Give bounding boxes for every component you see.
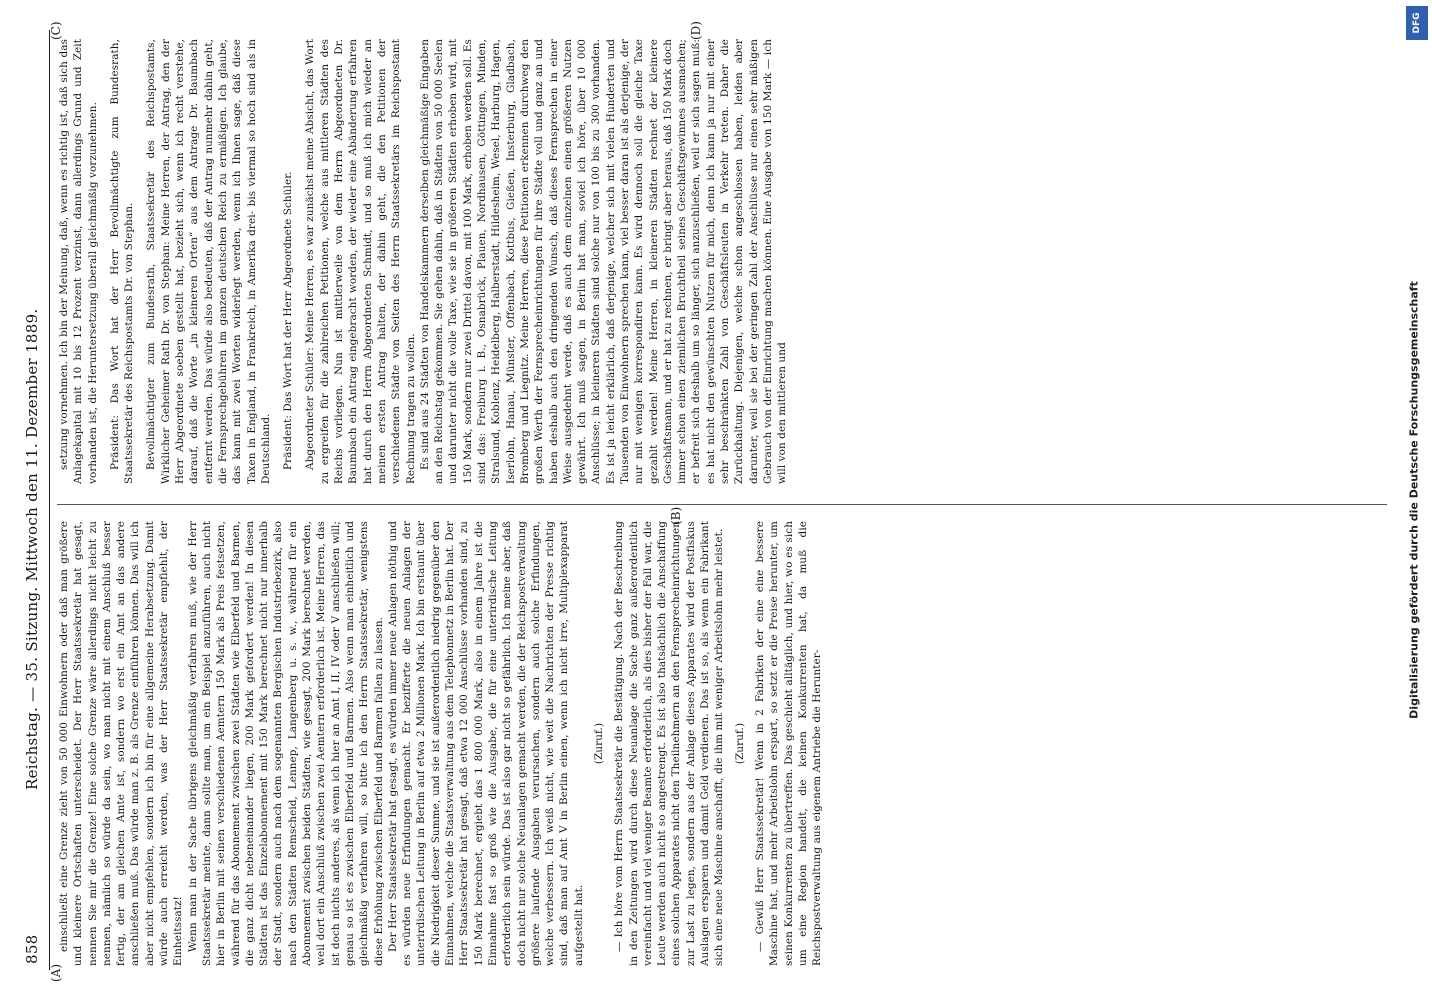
- page-content: [9, 20, 1399, 980]
- paragraph: — Gewiß Herr Staatssekretär! Wenn in 2 Fabriken der eine eine bessere Maschine hat, und mehr Arbeitslohn erspart, so setzt er die Preise herunter, um seinen Konkurrenten zu übertreffen. Das geschieht alltäglich, und hier, wo es sich um eine Region handelt, die keinen Konkurrenten hat, da muß die Reichspostverwaltung aus eigenem Antriebe die Herunter-: [753, 521, 824, 966]
- dfg-logo: DFG: [1406, 6, 1428, 40]
- speaker-paragraph: Präsident: Das Wort hat der Herr Abgeordnete Schüler.: [282, 171, 295, 470]
- paragraph: Wenn man in der Sache übrigens gleichmäßig verfahren muß, wie der Herr Staatssekretär meinte, dann sollte man, um ein Beispiel anzuführen, auch nicht hier in Berlin mit seinen verschiedenen Aemtern 150 Mark als Preis festsetzen, während für das Abonnement zwischen zwei Städten wie Elberfeld und Barmen, die ganz dicht nebeneinander liegen, 200 Mark gefordert werden! In diesen Städten ist das Einzelabonnement mit 150 Mark berechnet nicht nur innerhalb der Stadt, sondern auch nach dem sogenannten Bergischen Industriebezirk, also nach den Städten Remscheid, Lennep, Langenberg u. s. w., während für ein Abonnement zwischen beiden Städten, wie gesagt, 200 Mark berechnet werden, weil dort ein Anschluß zwischen zwei Aemtern erforderlich ist. Meine Herren, das ist doch nichts anderes, als wenn ich hier an Amt I, II, IV oder V anschließen will; genau so ist es zwischen Elberfeld und Barmen. Also wenn man einheitlich und gleichmäßig verfahren will, so bitte ich den Herrn Staatssekretär, wenigstens diese Erhöhung zwischen Elberfeld und Barmen fallen zu lassen.: [186, 521, 385, 966]
- page-header: [15, 30, 50, 970]
- paragraph: — Ich höre vom Herrn Staatssekretär die Bestätigung. Nach der Beschreibung in den Zeitungen wird durch diese Neuanlage die Sache ganz außerordentlich vereinfacht und viel weniger Beamte erforderlich, als dies bisher der Fall war, die Leute werden auch nicht so angestrengt. Es ist also thatsächlich die Anschaffung eines solchen Apparates nicht den Theilnehmern an den Fernsprecheinrichtungen zur Last zu legen, sondern aus der Anlage dieses Apparates wird der Postfiskus Auslagen ersparen und damit Geld verdienen. Das ist so, als wenn ein Fabrikant sich eine neue Maschine anschafft, die ihm mit weniger Arbeitslohn mehr leistet.: [613, 521, 726, 966]
- interjection: (Zuruf.): [733, 722, 746, 765]
- speaker-paragraph: Abgeordneter Schüler: Meine Herren, es war zunächst meine Absicht, das Wort zu ergreifen für die zahlreichen Petitionen, welche aus mittleren Städten des Reichs vorliegen. Nun ist mittlerweile von dem Herrn Abgeordneten Dr. Baumbach ein Antrag eingebracht worden, der wieder eine Abänderung erfahren hat durch den Herrn Abgeordneten Schmidt, und so muß ich mich wieder an meinen ersten Antrag halten, der dahin geht, die den Petitionen der verschiedenen Städte von Seiten des Herrn Staatssekretärs im Reichspostamt Rechnung tragen zu wollen.: [304, 39, 417, 484]
- margin-letter-c: (C): [49, 21, 63, 40]
- column-divider: [57, 504, 1387, 505]
- rotated-page: [9, 20, 1399, 980]
- page-number: 858: [23, 934, 41, 964]
- paragraph: setzung vornehmen. Ich bin der Meinung, daß, wenn es richtig ist, daß sich das Anlagekapital mit 10 bis 12 Prozent verzinst, dann allerdings Grund und Zeit vorhanden ist, die Heruntersetzung überall gleichmäßig vorzunehmen.: [58, 39, 99, 484]
- interjection: (Zuruf.): [592, 722, 605, 765]
- right-column: [57, 39, 1387, 484]
- funding-note-text: Digitalisierung gefördert durch die Deutsche Forschungsgemeinschaft: [1407, 281, 1421, 719]
- paragraph: Der Herr Staatssekretär hat gesagt, es würden immer neue Anlagen nöthig und es würden neue Erfindungen gemacht. Er bezifferte die neuen Anlagen der unterirdischen Leitung in Berlin auf etwa 2 Millionen Mark. Ich bin erstaunt über die Niedrigkeit dieser Summe, und sie ist außerordentlich niedrig gegenüber den Einnahmen, welche die Staatsverwaltung aus dem Telephonnetz in Berlin hat. Der Herr Staatssekretär hat gesagt, daß etwa 12 000 Anschlüsse vorhanden sind, zu 150 Mark berechnet, ergiebt das 1 800 000 Mark, also in einem Jahre ist die Einnahme fast so groß wie die Ausgabe, die für eine unterirdische Leitung erforderlich sein würde. Das ist also gar nicht so gefährlich. Ich meine aber, daß doch nicht nur solche Neuanlagen gemacht werden, die der Reichspostverwaltung größere laufende Ausgaben verursachen, sondern auch solche Erfindungen, welche verbessern. Ich weiß nicht, wie weit die Nachrichten der Presse richtig sind, daß man auf Amt V in Berlin einen, wenn ich nicht irre, Multiplexapparat aufgestellt hat.: [386, 521, 585, 966]
- funding-note: [1402, 0, 1426, 1000]
- margin-letter-a: (A): [49, 963, 63, 982]
- margin-letter-d: (D): [689, 21, 703, 40]
- left-column: [57, 521, 1387, 966]
- paragraph: einschließt eine Grenze zieht von 50 000 Einwohnern oder daß man größere und kleinere Ortschaften unterscheidet. Der Herr Staatssekretär hat gesagt, nennen Sie mir die Grenze! Eine solche Grenze wäre allerdings nicht leicht zu nennen, nämlich so würde da sein, wo man nicht mit einem Anschluß besser fertig, der am gleichen Amte ist, sondern wo erst ein Amt an das andere anschließen muß. Das würde man z. B. als Grenze einführen können. Das will ich aber nicht empfehlen, sondern ich bin für eine allgemeine Herabsetzung. Damit würde auch erreicht werden, was der Herr Staatssekretär empfiehlt, der Einheitssatz!: [58, 521, 185, 966]
- running-title: Reichstag. — 35. Sitzung. Mittwoch den 11. Dezember 1889.: [23, 308, 41, 790]
- speaker-paragraph: Präsident: Das Wort hat der Herr Bevollmächtigte zum Bundesrath, Staatssekretär des Reichspostamts Dr. von Stephan.: [108, 39, 136, 484]
- paragraph: Es sind aus 24 Städten von Handelskammern derselben gleichmäßige Eingaben an den Reichstag gekommen. Sie gehen dahin, daß in Städten von 50 000 Seelen und darunter nicht die volle Taxe, wie sie in größeren Städten erhoben wird, mit 150 Mark, sondern nur zwei Drittel davon, mit 100 Mark, erhoben werden soll. Es sind das: Freiburg i. B., Osnabrück, Plauen, Nordhausen, Göttingen, Minden, Stralsund, Koblenz, Heidelberg, Halberstadt, Hildesheim, Wesel, Harburg, Hagen, Iserlohn, Hanau, Münster, Offenbach, Kottbus, Gießen, Insterburg, Gladbach, Bromberg und Liegnitz. Meine Herren, diese Petitionen erkennen durchweg den großen Werth der Fernsprecheinrichtungen für ihre Städte voll und ganz an und haben deshalb auch den dringenden Wunsch, daß dieses Fernsprechen in einer Weise ausgedehnt werde, daß es auch dem einzelnen einen größeren Nutzen gewährt. Ich muß sagen, in Berlin hat man, soviel ich höre, über 10 000 Anschlüsse; in kleineren Städten sind solche nur von 100 bis zu 300 vorhanden. Es ist ja leicht erklärlich, daß derjenige, welcher sich mit vielen Hunderten und Tausenden von Einwohnern sprechen kann, viel besser daran ist als derjenige, der nur mit wenigen korrespondiren kann. Es wird dennoch soll die gleiche Taxe gezahlt werden! Meine Herren, in kleineren Städten rechnet der kleinere Geschäftsmann, und er hat zu rechnen, er bringt aber heraus, daß 150 Mark doch immer schon einen ziemlichen Bruchtheil seines Geschäftsgewinnes ausmachen; er befreit sich deshalb um so länger, sich anzuschließen, weil er sich sagen muß: es hat nicht den gewünschten Nutzen für mich, denn ich kann ja nur mit einer sehr beschränkten Zahl von Geschäftsleuten in Verkehr treten. Daher die Zurückhaltung. Diejenigen, welche schon angeschlossen haben, leiden aber darunter, weil sie bei der geringen Zahl der Anschlüsse nur einen sehr mäßigen Gebrauch von der Einrichtung machen können. Eine Ausgabe von 150 Mark — ich will von den mittleren und: [418, 39, 789, 484]
- margin-letter-b: (B): [669, 506, 683, 525]
- speaker-paragraph: Bevollmächtigter zum Bundesrath, Staatssekretär des Reichspostamts, Wirklicher Geheimer Rath Dr. von Stephan: Meine Herren, der Antrag, den der Herr Abgeordnete soeben gestellt hat, bezieht sich, wenn ich recht verstehe, darauf, daß die Worte „in kleineren Orten“ aus dem Antrage Dr. Baumbach entfernt werden. Das würde also bedeuten, daß der Antrag nunmehr dahin geht, die Fernsprechgebühren im ganzen deutschen Reich zu ermäßigen. Ich glaube, das kann mit zwei Worten widerlegt werden, wenn ich Ihnen sage, daß diese Taxen in England, in Frankreich, in Amerika drei- bis viermal so hoch sind als in Deutschland.: [145, 39, 272, 484]
